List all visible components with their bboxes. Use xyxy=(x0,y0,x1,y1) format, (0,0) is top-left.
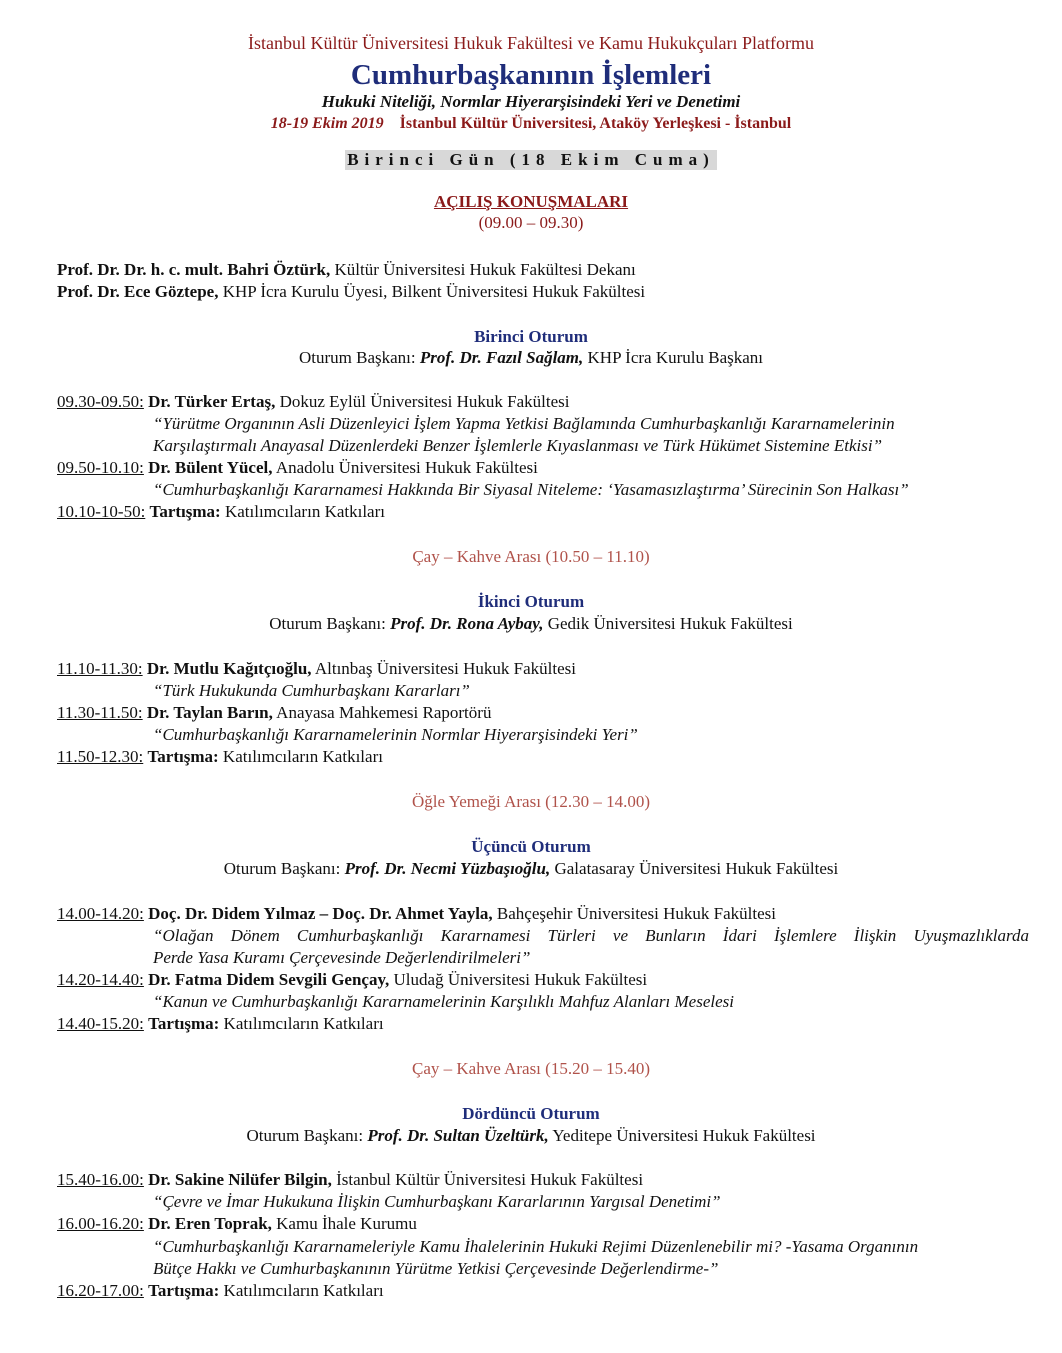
opening-title: AÇILIŞ KONUŞMALARI xyxy=(433,192,629,211)
session-chair xyxy=(0,614,1062,634)
talk xyxy=(57,970,647,990)
talk xyxy=(57,1170,643,1190)
talk-time: 10.10-10-50: xyxy=(57,502,146,521)
talk-time: 16.20-17.00: xyxy=(57,1281,144,1300)
break: Çay – Kahve Arası (15.20 – 15.40) xyxy=(412,1059,650,1078)
talk-affiliation: Katılımcıların Katkıları xyxy=(224,502,385,521)
chair-label: Oturum Başkanı: xyxy=(246,1126,364,1145)
talk-time: 11.10-11.30: xyxy=(57,659,143,678)
opening-speaker xyxy=(57,260,636,280)
chair-label: Oturum Başkanı: xyxy=(298,348,416,367)
talk-affiliation: Katılımcıların Katkıları xyxy=(222,747,383,766)
session-title: Üçüncü Oturum xyxy=(471,837,591,856)
day-heading: Birinci Gün (18 Ekim Cuma) xyxy=(347,150,715,169)
talk-topic: “Cumhurbaşkanlığı Kararnamelerinin Normlar Hiyerarşisindeki Yeri” xyxy=(153,725,638,744)
day-heading-wrap xyxy=(0,150,1062,170)
talk-speaker: Tartışma: xyxy=(149,502,221,521)
talk-speaker: Dr. Türker Ertaş, xyxy=(148,392,276,411)
talk-affiliation: Katılımcıların Katkıları xyxy=(223,1281,384,1300)
chair-affiliation: KHP İcra Kurulu Başkanı xyxy=(587,348,764,367)
talk xyxy=(57,502,385,522)
talk-time: 14.00-14.20: xyxy=(57,904,144,923)
talk-affiliation: Katılımcıların Katkıları xyxy=(223,1014,384,1033)
chair-name: Prof. Dr. Sultan Üzeltürk, xyxy=(367,1126,549,1145)
talk xyxy=(57,747,383,767)
date-venue xyxy=(0,114,1062,134)
talk-affiliation: Anayasa Mahkemesi Raportörü xyxy=(276,703,492,722)
talk xyxy=(57,659,576,679)
talk xyxy=(57,392,570,412)
talk-topic: “Kanun ve Cumhurbaşkanlığı Kararnamelerinin Karşılıklı Mahfuz Alanları Meselesi xyxy=(153,992,734,1011)
chair-name: Prof. Dr. Fazıl Sağlam, xyxy=(419,348,584,367)
session-chair xyxy=(0,348,1062,368)
page-title: Cumhurbaşkanının İşlemleri xyxy=(350,59,712,91)
talk-time: 14.40-15.20: xyxy=(57,1014,144,1033)
session-title: İkinci Oturum xyxy=(477,592,585,611)
session-chair xyxy=(0,1126,1062,1146)
talk-speaker: Dr. Mutlu Kağıtçıoğlu, xyxy=(146,659,312,678)
session-chair xyxy=(0,859,1062,879)
talk-speaker: Tartışma: xyxy=(148,1281,220,1300)
talk xyxy=(57,1281,384,1301)
talk-topic: “Çevre ve İmar Hukukuna İlişkin Cumhurbaşkanı Kararlarının Yargısal Denetimi” xyxy=(153,1192,721,1211)
talk xyxy=(57,703,491,723)
talk-time: 09.30-09.50: xyxy=(57,392,144,411)
talk-speaker: Doç. Dr. Didem Yılmaz – Doç. Dr. Ahmet Yayla, xyxy=(148,904,493,923)
talk-time: 11.50-12.30: xyxy=(57,747,144,766)
opening-speaker xyxy=(57,282,645,302)
talk-time: 14.20-14.40: xyxy=(57,970,144,989)
talk-speaker: Tartışma: xyxy=(148,1014,220,1033)
talk-topic: “Türk Hukukunda Cumhurbaşkanı Kararları” xyxy=(153,681,470,700)
speaker-affiliation: Kültür Üniversitesi Hukuk Fakültesi Dekanı xyxy=(334,260,636,279)
talk-affiliation: İstanbul Kültür Üniversitesi Hukuk Fakültesi xyxy=(336,1170,644,1189)
talk-speaker: Dr. Taylan Barın, xyxy=(146,703,273,722)
break: Öğle Yemeği Arası (12.30 – 14.00) xyxy=(412,792,650,811)
talk-speaker: Dr. Sakine Nilüfer Bilgin, xyxy=(148,1170,332,1189)
chair-affiliation: Galatasaray Üniversitesi Hukuk Fakültesi xyxy=(554,859,839,878)
talk-affiliation: Dokuz Eylül Üniversitesi Hukuk Fakültesi xyxy=(279,392,570,411)
talk-topic: Bütçe Hakkı ve Cumhurbaşkanının Yürütme Yetkisi Çerçevesinde Değerlendirme-” xyxy=(153,1259,719,1278)
chair-label: Oturum Başkanı: xyxy=(223,859,341,878)
chair-affiliation: Gedik Üniversitesi Hukuk Fakültesi xyxy=(547,614,793,633)
talk-time: 11.30-11.50: xyxy=(57,703,143,722)
talk-speaker: Dr. Eren Toprak, xyxy=(148,1214,272,1233)
talk-affiliation: Uludağ Üniversitesi Hukuk Fakültesi xyxy=(393,970,648,989)
talk-time: 15.40-16.00: xyxy=(57,1170,144,1189)
chair-label: Oturum Başkanı: xyxy=(269,614,386,633)
chair-name: Prof. Dr. Rona Aybay, xyxy=(390,614,544,633)
talk-affiliation: Bahçeşehir Üniversitesi Hukuk Fakültesi xyxy=(496,904,776,923)
session-title: Dördüncü Oturum xyxy=(462,1104,600,1123)
talk-speaker: Dr. Fatma Didem Sevgili Gençay, xyxy=(148,970,390,989)
talk-topic: Karşılaştırmalı Anayasal Düzenlerdeki Benzer İşlemlerle Kıyaslanması ve Türk Hükümet Sistemine Etkisi” xyxy=(153,436,883,455)
talk-topic: Perde Yasa Kuramı Çerçevesinde Değerlendirilmeleri” xyxy=(153,948,531,967)
talk-time: 16.00-16.20: xyxy=(57,1214,144,1233)
talk-affiliation: Kamu İhale Kurumu xyxy=(276,1214,417,1233)
event-venue: İstanbul Kültür Üniversitesi, Ataköy Yerleşkesi - İstanbul xyxy=(399,115,792,132)
talk-speaker: Tartışma: xyxy=(147,747,219,766)
speaker-name: Prof. Dr. Ece Göztepe, xyxy=(57,282,219,301)
speaker-affiliation: KHP İcra Kurulu Üyesi, Bilkent Üniversitesi Hukuk Fakültesi xyxy=(222,282,646,301)
chair-name: Prof. Dr. Necmi Yüzbaşıoğlu, xyxy=(344,859,551,878)
talk-topic: “Cumhurbaşkanlığı Kararnameleriyle Kamu İhalelerinin Hukuki Rejimi Düzenlenebilir mi? -Yasama Organının xyxy=(153,1237,919,1256)
break: Çay – Kahve Arası (10.50 – 11.10) xyxy=(412,547,650,566)
talk-topic: “Cumhurbaşkanlığı Kararnamesi Hakkında Bir Siyasal Niteleme: ‘Yasamasızlaştırma’ Sürecinin Son Halkası” xyxy=(153,480,909,499)
talk-speaker: Dr. Bülent Yücel, xyxy=(148,458,273,477)
talk-affiliation: Anadolu Üniversitesi Hukuk Fakültesi xyxy=(275,458,538,477)
speaker-name: Prof. Dr. Dr. h. c. mult. Bahri Öztürk, xyxy=(57,260,331,279)
talk xyxy=(57,458,538,478)
chair-affiliation: Yeditepe Üniversitesi Hukuk Fakültesi xyxy=(552,1126,816,1145)
talk xyxy=(57,1214,417,1234)
talk-topic: “Olağan Dönem Cumhurbaşkanlığı Kararnamesi Türleri ve Bunların İdari İşlemlere İlişkin Uyuşmazlıklarda xyxy=(153,926,1029,945)
talk xyxy=(57,904,776,924)
opening-time: (09.00 – 09.30) xyxy=(478,213,584,232)
talk xyxy=(57,1014,384,1034)
event-date: 18-19 Ekim 2019 xyxy=(270,115,384,132)
talk-affiliation: Altınbaş Üniversitesi Hukuk Fakültesi xyxy=(314,659,576,678)
talk-time: 09.50-10.10: xyxy=(57,458,144,477)
organizers: İstanbul Kültür Üniversitesi Hukuk Fakültesi ve Kamu Hukukçuları Platformu xyxy=(248,33,814,53)
session-title: Birinci Oturum xyxy=(474,327,588,346)
subtitle: Hukuki Niteliği, Normlar Hiyerarşisindeki Yeri ve Denetimi xyxy=(321,92,741,111)
talk-topic: “Yürütme Organının Asli Düzenleyici İşlem Yapma Yetkisi Bağlamında Cumhurbaşkanlığı Kararnamelerinin xyxy=(153,414,895,433)
